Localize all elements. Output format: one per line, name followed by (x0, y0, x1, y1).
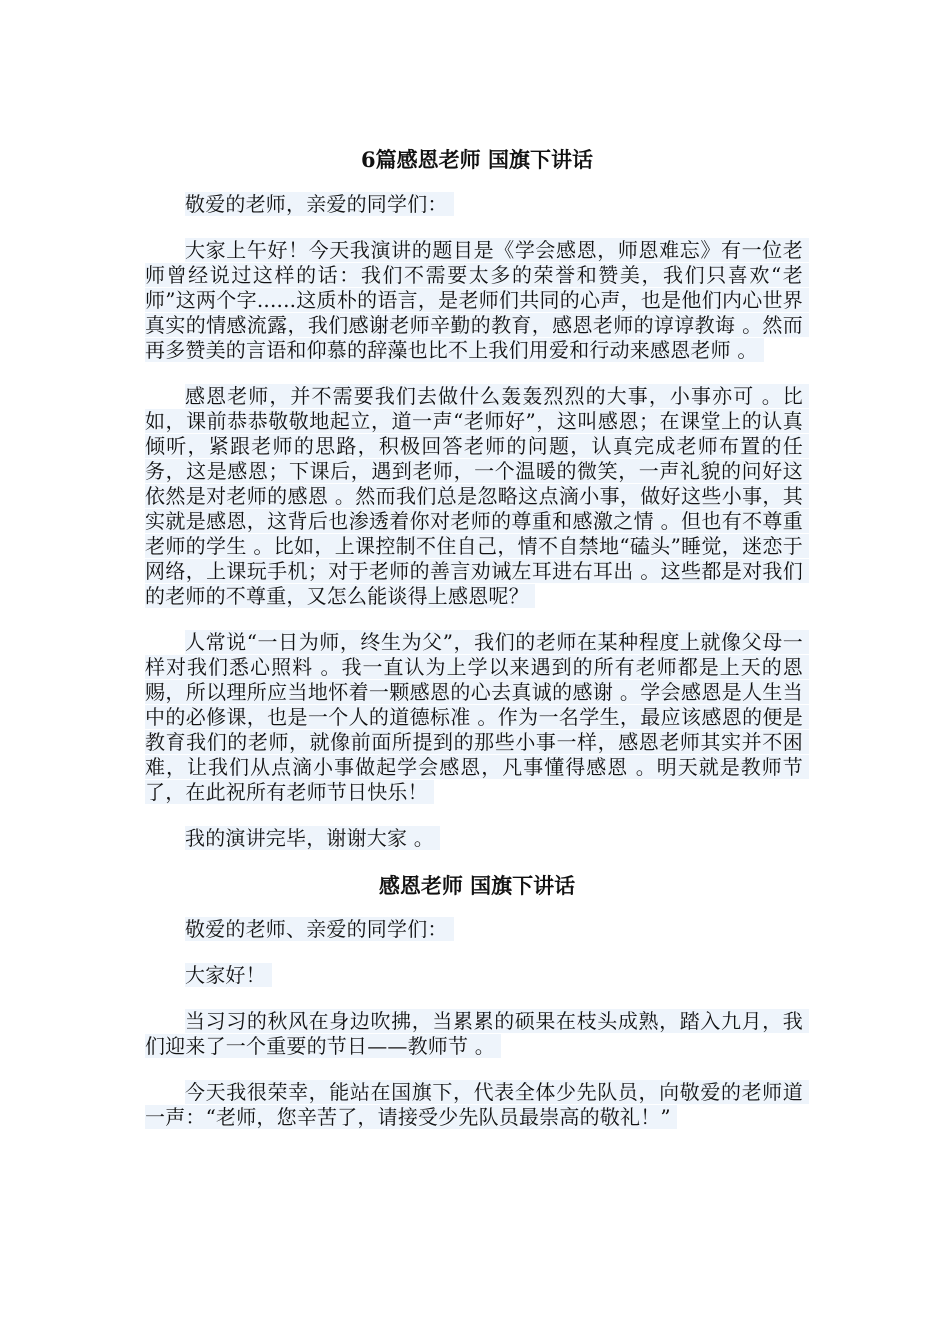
paragraph-salute (145, 1080, 809, 1130)
paragraph-text: 敬爱的老师，亲爱的同学们： (185, 192, 454, 216)
paragraph-text: 感恩老师，并不需要我们去做什么轰轰烈烈的大事，小事亦可 。比如，课前恭恭敬敬地起立，道一声“老师好”，这叫感恩；在课堂上的认真倾听，紧跟老师的思路，积极回答老师的问题，认真完成老师布置的任务，这是感恩；下课后，遇到老师，一个温暖的微笑，一声礼貌的问好这依然是对老师的感恩 。然而我们总是忽略这点滴小事，做好这些小事，其实就是感恩，这背后也渗透着你对老师的尊重和感激之情 。但也有不尊重老师的学生 。比如，上课控制不住自己，情不自禁地“磕头”睡觉，迷恋于网络，上课玩手机；对于老师的善言劝诫左耳进右耳出 。这些都是对我们的老师的不尊重，又怎么能谈得上感恩呢？ (145, 384, 809, 608)
paragraph-text: 今天我很荣幸，能站在国旗下，代表全体少先队员，向敬爱的老师道一声：“老师，您辛苦了，请接受少先队员最崇高的敬礼！” (145, 1080, 809, 1129)
paragraph-text: 人常说“一日为师，终生为父”，我们的老师在某种程度上就像父母一样对我们悉心照料 。我一直认为上学以来遇到的所有老师都是上天的恩赐，所以理所应当地怀着一颗感恩的心去真诚的感谢 。学会感恩是人生当中的必修课，也是一个人的道德标准 。作为一名学生，最应该感恩的便是教育我们的老师，就像前面所提到的那些小事一样，感恩老师其实并不困难，让我们从点滴小事做起学会感恩，凡事懂得感恩 。明天就是教师节了，在此祝所有老师节日快乐！ (145, 630, 809, 804)
paragraph-small-things (145, 384, 809, 609)
salutation-2 (145, 917, 809, 942)
paragraph-autumn (145, 1009, 809, 1059)
paragraph-text: 当习习的秋风在身边吹拂，当累累的硕果在枝头成熟，踏入九月，我们迎来了一个重要的节日——教师节 。 (145, 1009, 809, 1058)
paragraph-parents (145, 630, 809, 805)
paragraph-closing (145, 826, 809, 851)
paragraph-text: 我的演讲完毕，谢谢大家 。 (185, 826, 440, 850)
greeting (145, 963, 809, 988)
speech-title-2: 感恩老师 国旗下讲话 (378, 873, 576, 898)
paragraph-text: 大家上午好！今天我演讲的题目是《学会感恩，师恩难忘》有一位老师曾经说过这样的话：我们不需要太多的荣誉和赞美，我们只喜欢“老师”这两个字......这质朴的语言，是老师们共同的心声，也是他们内心世界真实的情感流露，我们感谢老师辛勤的教育，感恩老师的谆谆教诲 。然而再多赞美的言语和仰慕的辞藻也比不上我们用爱和行动来感恩老师 。 (145, 238, 809, 362)
document-body (145, 146, 809, 1151)
speech-title-1: 6篇感恩老师 国旗下讲话 (361, 147, 593, 172)
paragraph-text: 敬爱的老师、亲爱的同学们： (185, 917, 454, 941)
paragraph-text: 大家好！ (185, 963, 272, 987)
salutation-1 (145, 192, 809, 217)
paragraph-opening (145, 238, 809, 363)
